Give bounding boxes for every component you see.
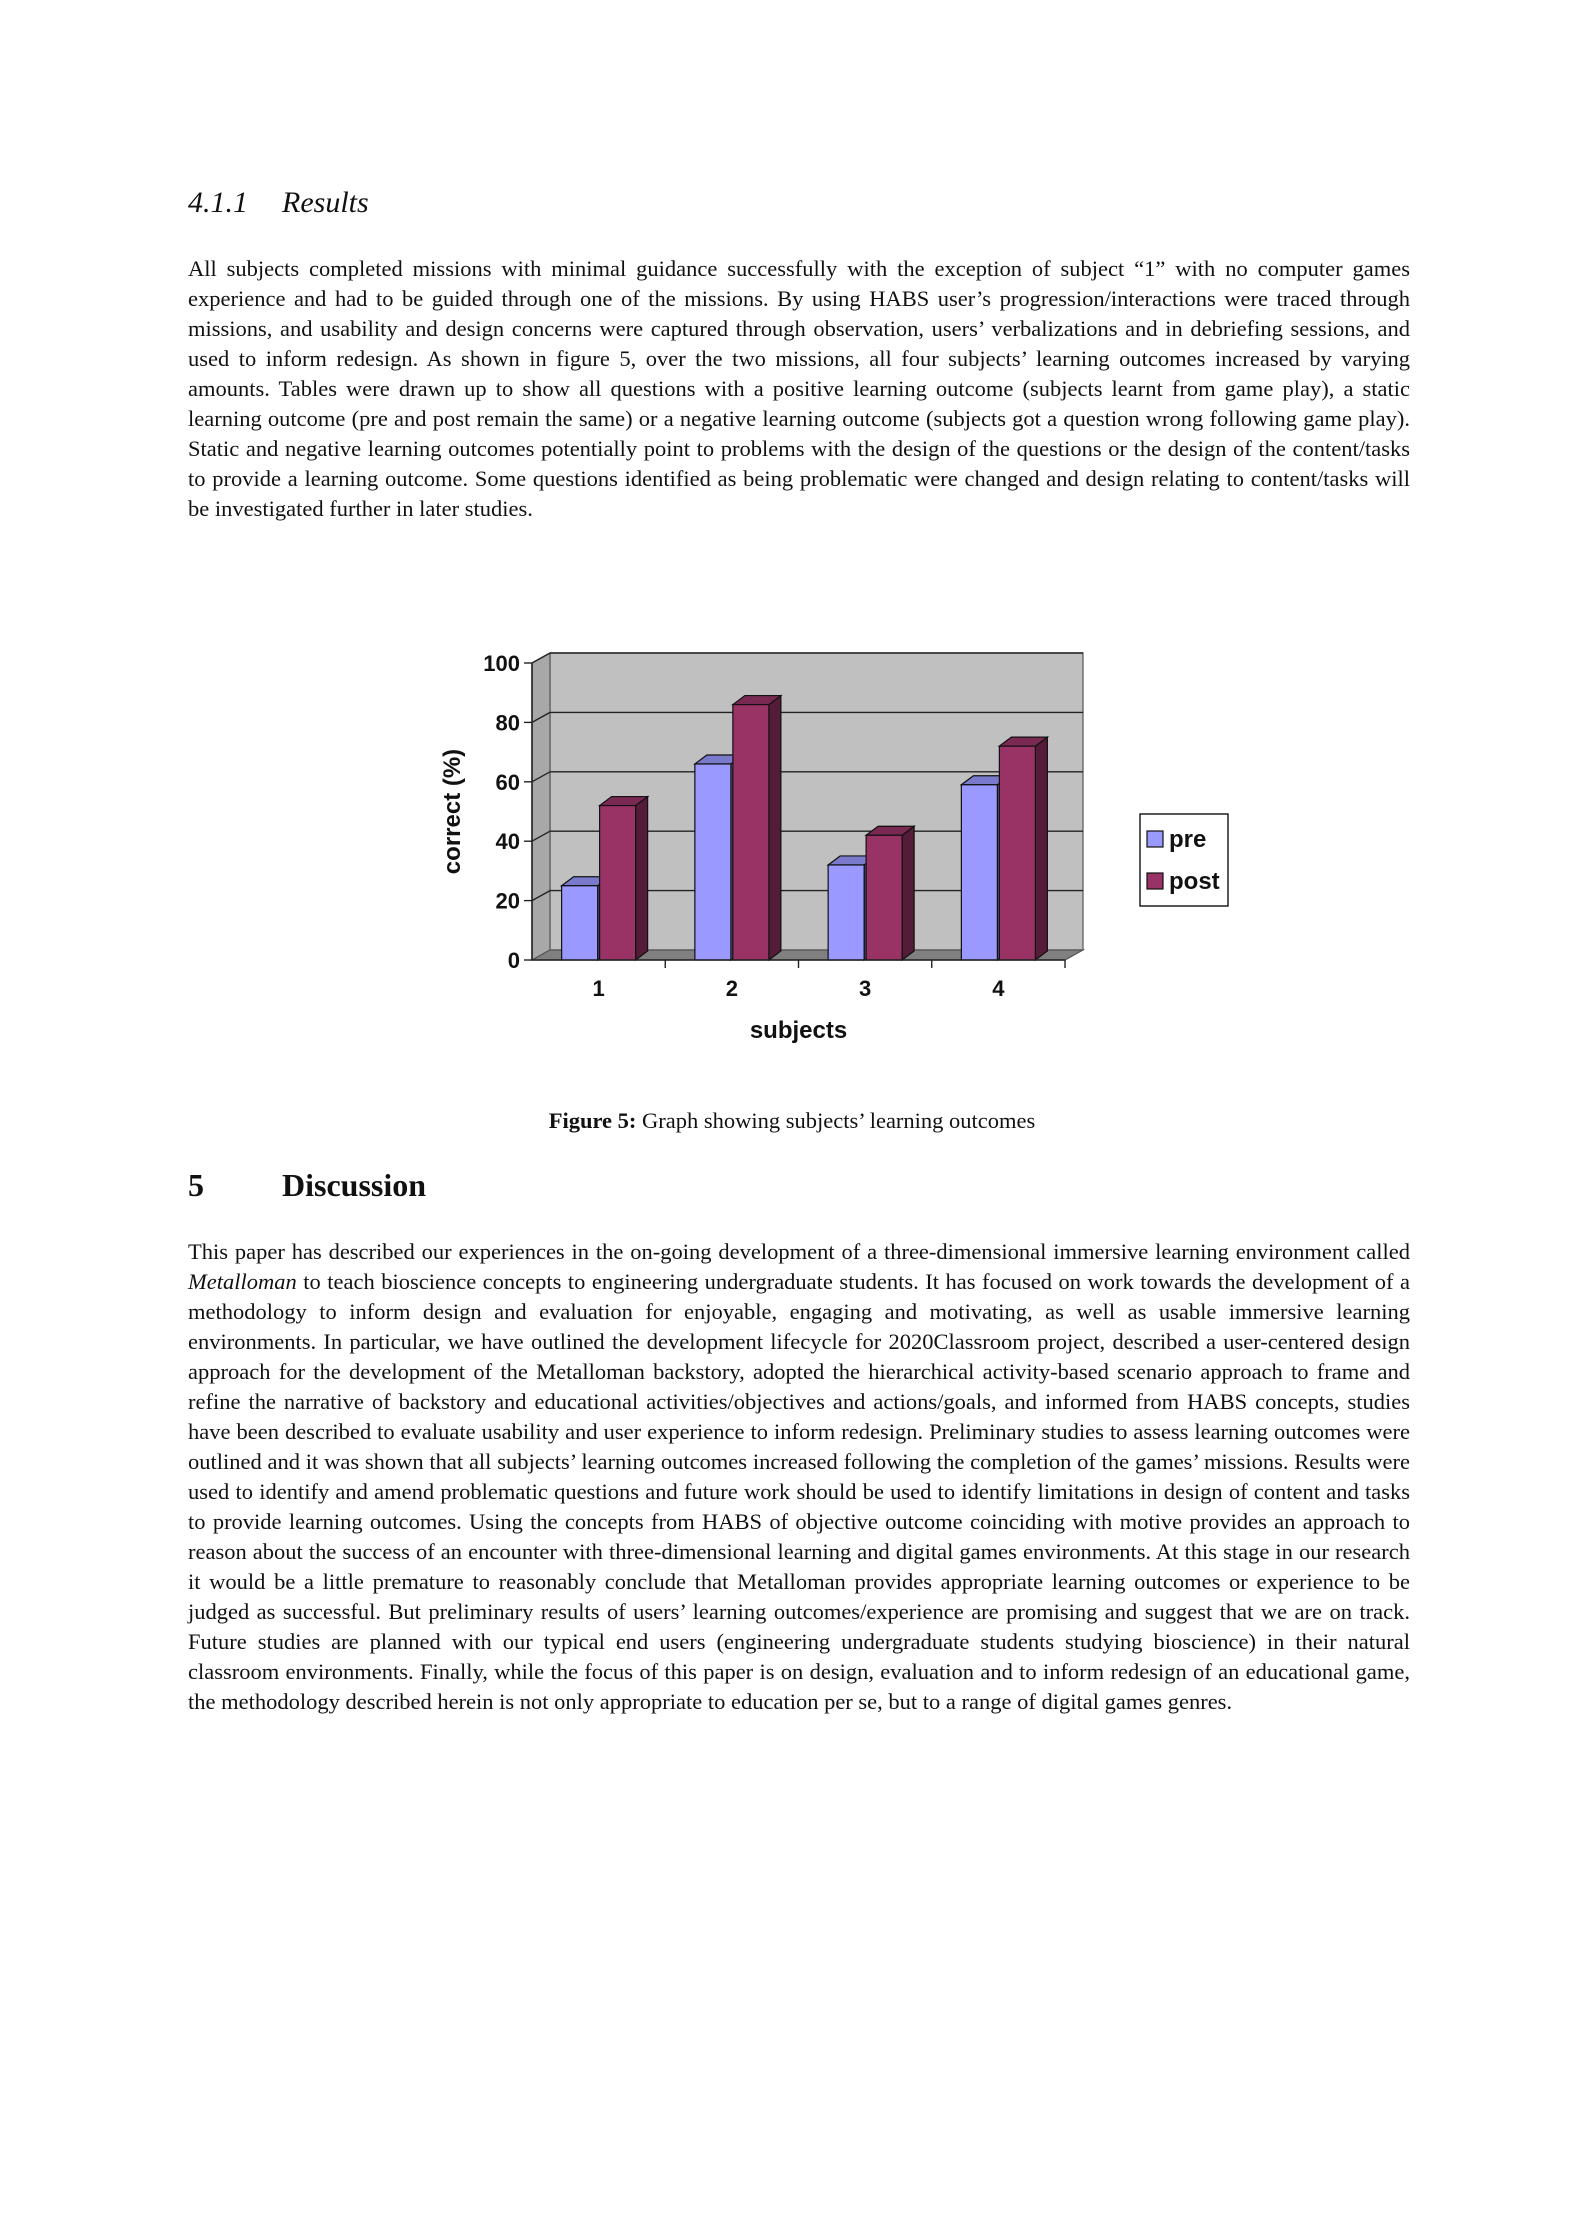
bar-post-3 [866,835,902,960]
bar-post-2 [733,705,769,960]
y-tick-label: 0 [507,948,520,973]
legend-swatch-post [1147,873,1163,889]
bar-pre-4 [961,785,997,960]
bar-chart-svg [420,636,1260,1076]
x-axis-title: subjects [749,1017,848,1044]
bar-pre-1 [562,886,598,960]
bar-side [636,797,648,960]
section-number: 5 [188,1167,204,1203]
y-tick-label: 80 [495,710,520,736]
subsection-number: 4.1.1 [188,186,248,219]
section-title-text: Discussion [282,1167,427,1203]
discussion-paragraph [188,1237,1410,1717]
x-tick-label: 2 [725,976,738,1001]
y-tick-label: 60 [495,769,520,795]
x-tick-label: 4 [992,976,1005,1001]
subsection-heading [188,186,369,220]
y-tick-label: 40 [495,829,520,855]
figure-caption-text: Graph showing subjects’ learning outcomes [642,1108,1036,1133]
subsection-title-text: Results [282,186,369,219]
discussion-text-rest: to teach bioscience concepts to engineering undergraduate students. It has focused on work towards the development of a methodology to inform design and evaluation for enjoyable, engaging and motivating, as well as usable immersive learning environments. In particular, we have outlined the development lifecycle for 2020Classroom project, described a user-centered design approach for the development of the Metalloman backstory, adopted the hierarchical activity-based scenario approach to frame and refine the narrative of backstory and educational activities/objectives and actions/goals, and informed from HABS concepts, studies have been described to evaluate usability and user experience to inform redesign. Preliminary studies to assess learning outcomes were outlined and it was shown that all subjects’ learning outcomes increased following the completion of the games’ missions. Results were used to identify and amend problematic questions and future work should be used to identify limitations in design of content and tasks to provide learning outcomes. Using the concepts from HABS of objective outcome coinciding with motive provides an approach to reason about the success of an encounter with three-dimensional learning and digital games environments. At this stage in our research it would be a little premature to reasonably conclude that Metalloman provides appropriate learning outcomes or experience to be judged as successful. But preliminary results of users’ learning outcomes/experience are promising and suggest that we are on track. Future studies are planned with our typical end users (engineering undergraduate students studying bioscience) in their natural classroom environments. Finally, while the focus of this paper is on design, evaluation and to inform redesign of an educational game, the methodology described herein is not only appropriate to education per se, but to a range of digital games genres. [188,1269,1410,1714]
legend-label-post: post [1169,868,1220,895]
bar-post-4 [999,746,1035,960]
plot-side-wall [532,653,550,960]
bar-side [902,826,914,960]
bar-side [769,696,781,960]
y-tick-label: 100 [483,651,520,676]
discussion-italic-name: Metalloman [188,1269,297,1294]
legend-label-pre: pre [1169,826,1207,853]
discussion-text-start: This paper has described our experiences in the on-going development of a three-dimensional immersive learning environment called [188,1239,1410,1264]
chart-legend [1140,814,1228,906]
y-axis-title: correct (%) [439,748,466,875]
bar-pre-2 [695,764,731,960]
bar-pre-3 [828,865,864,960]
figure-5-chart [420,636,1260,1076]
figure-caption [0,1108,1584,1134]
figure-caption-label: Figure 5: [548,1108,637,1133]
y-tick-label: 20 [495,888,520,914]
x-tick-label: 3 [859,976,872,1001]
section-heading [188,1167,426,1204]
results-paragraph: All subjects completed missions with minimal guidance successfully with the exception of subject “1” with no computer games experience and had to be guided through one of the missions. By using HABS user’s progression/interactions were traced through missions, and usability and design concerns were captured through observation, users’ verbalizations and in debriefing sessions, and used to inform redesign. As shown in figure 5, over the two missions, all four subjects’ learning outcomes increased by varying amounts. Tables were drawn up to show all questions with a positive learning outcome (subjects learnt from game play), a static learning outcome (pre and post remain the same) or a negative learning outcome (subjects got a question wrong following game play). Static and negative learning outcomes potentially point to problems with the design of the questions or the design of the content/tasks to provide a learning outcome. Some questions identified as being problematic were changed and design relating to content/tasks will be investigated further in later studies. [188,256,1410,521]
x-tick-label: 1 [592,976,605,1001]
bar-post-1 [600,806,636,960]
bar-side [1035,737,1047,960]
legend-swatch-pre [1147,831,1163,847]
